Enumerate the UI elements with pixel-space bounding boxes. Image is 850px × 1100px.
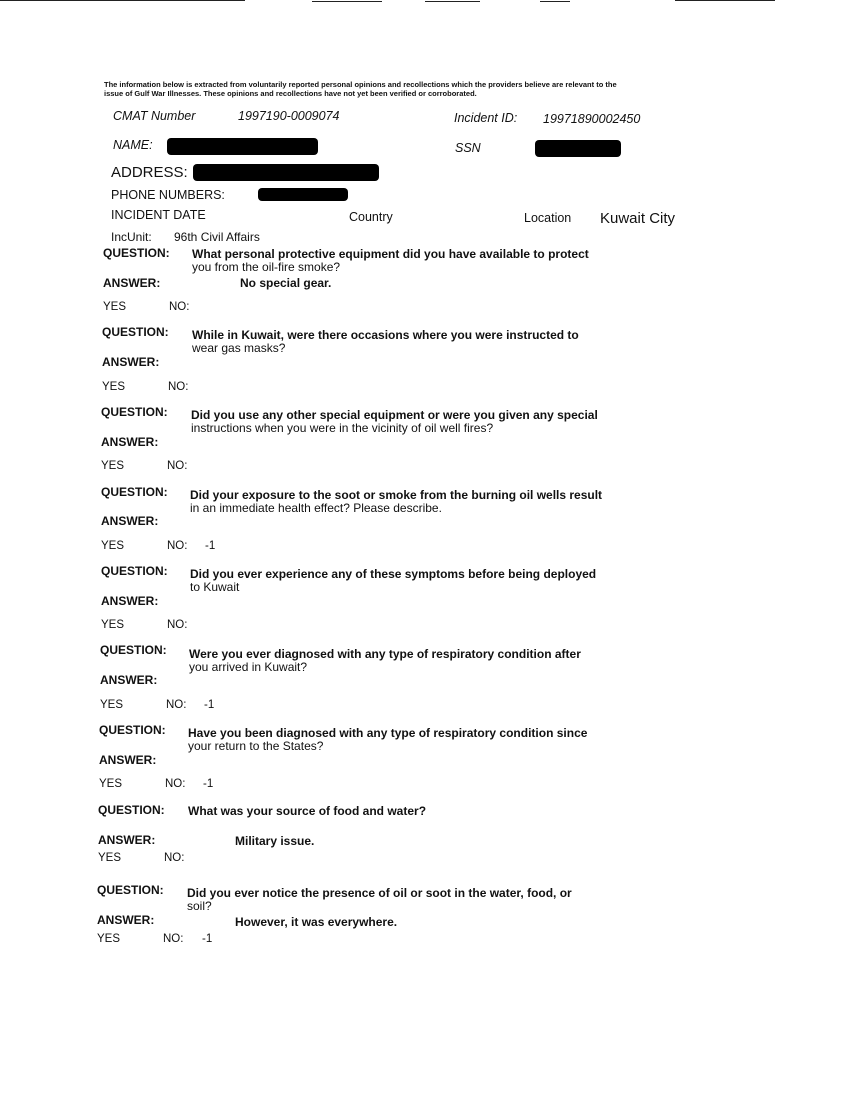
- no-label: NO:: [167, 619, 188, 631]
- no-value: -1: [203, 778, 214, 790]
- question-label: QUESTION:: [100, 643, 167, 657]
- question-label: QUESTION:: [99, 723, 166, 737]
- answer-label: ANSWER:: [102, 355, 160, 369]
- yes-label: YES: [103, 301, 127, 313]
- country-label: Country: [349, 210, 393, 224]
- name-label: NAME:: [113, 138, 153, 152]
- address-label: ADDRESS:: [111, 164, 188, 181]
- answer-label: ANSWER:: [98, 833, 156, 847]
- ssn-label: SSN: [455, 141, 481, 155]
- no-label: NO:: [166, 699, 187, 711]
- scan-artifact-line: [540, 1, 570, 2]
- question-label: QUESTION:: [102, 325, 169, 339]
- answer-label: ANSWER:: [103, 276, 161, 290]
- yes-label: YES: [101, 540, 125, 552]
- answer-text: No special gear.: [240, 276, 332, 290]
- question-text: While in Kuwait, were there occasions where you were instructed to wear gas masks?: [192, 328, 579, 355]
- answer-label: ANSWER:: [101, 514, 159, 528]
- phone-numbers-label: PHONE NUMBERS:: [111, 188, 225, 202]
- yes-label: YES: [100, 699, 124, 711]
- no-label: NO:: [165, 778, 186, 790]
- name-redaction: [167, 138, 318, 155]
- no-label: NO:: [167, 460, 188, 472]
- cmat-number-value: 1997190-0009074: [238, 109, 340, 123]
- no-label: NO:: [163, 933, 184, 945]
- no-value: -1: [202, 933, 213, 945]
- scan-artifact-line: [0, 0, 245, 1]
- question-label: QUESTION:: [101, 564, 168, 578]
- answer-label: ANSWER:: [100, 673, 158, 687]
- answer-label: ANSWER:: [97, 913, 155, 927]
- phone-redaction: [258, 188, 348, 201]
- incident-id-label: Incident ID:: [454, 111, 518, 125]
- yes-label: YES: [101, 460, 125, 472]
- address-redaction: [193, 164, 379, 181]
- no-label: NO:: [167, 540, 188, 552]
- ssn-redaction: [535, 140, 621, 157]
- location-label: Location: [524, 211, 572, 225]
- yes-label: YES: [98, 852, 122, 864]
- question-label: QUESTION:: [101, 485, 168, 499]
- disclaimer-line-1: The information below is extracted from voluntarily reported personal opinions and recollections which the providers believe are relevant to the: [104, 80, 617, 89]
- question-text: Did your exposure to the soot or smoke from the burning oil wells result in an immediate health effect? Please describe.: [190, 488, 603, 515]
- answer-text: However, it was everywhere.: [235, 915, 398, 929]
- question-text: What was your source of food and water?: [188, 804, 427, 818]
- question-label: QUESTION:: [97, 883, 164, 897]
- answer-label: ANSWER:: [101, 435, 159, 449]
- incident-id-value: 19971890002450: [543, 112, 641, 126]
- incident-date-label: INCIDENT DATE: [111, 208, 206, 222]
- cmat-number-label: CMAT Number: [113, 109, 196, 123]
- question-text: Did you ever notice the presence of oil or soot in the water, food, or soil?: [187, 886, 572, 913]
- no-label: NO:: [168, 381, 189, 393]
- question-text: What personal protective equipment did you have available to protect you from the oil-fire smoke?: [192, 247, 589, 274]
- question-text: Were you ever diagnosed with any type of respiratory condition after you arrived in Kuwait?: [189, 647, 581, 674]
- answer-label: ANSWER:: [101, 594, 159, 608]
- question-label: QUESTION:: [101, 405, 168, 419]
- no-value: -1: [204, 699, 215, 711]
- scan-artifact-line: [312, 1, 382, 2]
- question-text: Did you use any other special equipment or were you given any special instructions when you were in the vicinity of oil well fires?: [191, 408, 598, 435]
- no-label: NO:: [164, 852, 185, 864]
- disclaimer-line-2: issue of Gulf War Illnesses. These opinions and recollections have not yet been verified or corroborated.: [104, 89, 477, 98]
- scan-artifact-line: [425, 1, 480, 2]
- question-text: Have you been diagnosed with any type of respiratory condition since your return to the States?: [188, 726, 588, 753]
- yes-label: YES: [99, 778, 123, 790]
- location-value: Kuwait City: [600, 210, 676, 227]
- scan-artifact-line: [675, 0, 775, 1]
- no-value: -1: [205, 540, 216, 552]
- incunit-value: 96th Civil Affairs: [174, 230, 260, 244]
- yes-label: YES: [97, 933, 121, 945]
- yes-label: YES: [101, 619, 125, 631]
- yes-label: YES: [102, 381, 126, 393]
- question-text: Did you ever experience any of these symptoms before being deployed to Kuwait: [190, 567, 597, 594]
- answer-text: Military issue.: [235, 834, 315, 848]
- answer-label: ANSWER:: [99, 753, 157, 767]
- question-label: QUESTION:: [98, 803, 165, 817]
- question-label: QUESTION:: [103, 246, 170, 260]
- no-label: NO:: [169, 301, 190, 313]
- incunit-label: IncUnit:: [111, 230, 152, 244]
